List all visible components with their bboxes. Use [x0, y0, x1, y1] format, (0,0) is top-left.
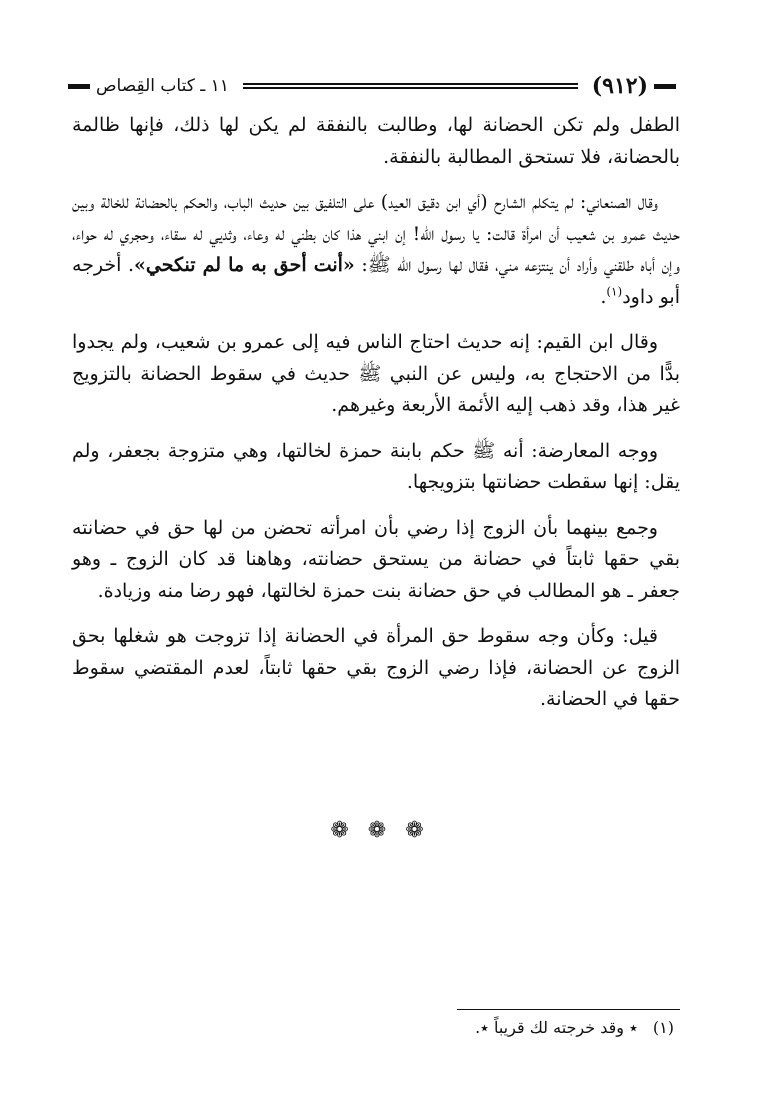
running-title: ١١ ـ كتاب القِصاص: [96, 76, 229, 96]
main-text: [72, 110, 680, 716]
footnote-number: (١): [652, 1018, 674, 1037]
paragraph: [72, 110, 680, 173]
paragraph-text: . أخرجه أبو داود: [72, 254, 680, 308]
paragraph: [72, 187, 680, 313]
section-separator-ornament: ❁ ❁ ❁: [330, 818, 430, 843]
paragraph: وقال ابن القيم: إنه حديث احتاج الناس فيه إلى عمرو بن شعيب، ولم يجدوا بدًّا من الاحتجاج به، وليس عن النبي ﷺ حديث في سقوط الحضانة بالتزويج غير هذا، وقد ذهب إليه الأئمة الأربعة وغيرهم.: [72, 331, 680, 416]
paragraph-line: الطفل ولم تكن الحضانة لها، وطالبت بالنفقة لم يكن لها ذلك، فإنها ظالمة: [72, 114, 680, 136]
footnote: [174, 1016, 674, 1040]
paragraph-text: وقال الصنعاني: لم يتكلم الشارح (أي ابن دقيق العيد) على التلفيق بين حديث الباب، والحكم بالحضانة للخالة وبين حديث عمرو بن شعيب أن امرأة قالت: يا رسول الله! إن ابني هذا كان بطني له وعاء، وثديي له سقاء، وحجري له حواء، وإن أباه طلقني وأراد أن ينتزعه مني، فقال لها رسول الله ﷺ:: [72, 191, 680, 276]
paragraph-line: بالحضانة، فلا تستحق المطالبة بالنفقة.: [383, 145, 680, 168]
paragraph: قيل: وكأن وجه سقوط حق المرأة في الحضانة إذا تزوجت هو شغلها بحق الزوج عن الحضانة، فإذا رضي الزوج بقي حقها ثابتاً، لعدم المقتضي سقوط حقها في الحضانة.: [72, 625, 680, 710]
footnote-divider: [457, 1009, 680, 1010]
footnote-text: ٭ وقد خرجته لك قريباً ٭.: [475, 1018, 638, 1037]
hadith-quote: «أنت أحق به ما لم تنكحي»: [134, 254, 355, 276]
paragraph: وجمع بينهما بأن الزوج إذا رضي بأن امرأته تحضن من لها حق في حضانته بقي حقها ثابتاً في حضانة من يستحق حضانته، وهاهنا قد كان الزوج ـ وهو جعفر ـ هو المطالب في حق حضانة بنت حمزة لخالتها، فهو رضا منه وزيادة.: [72, 516, 680, 602]
page-header: [68, 70, 676, 102]
header-rule-left: [68, 84, 90, 89]
header-rule-right: [654, 84, 676, 89]
page-number: (٩١٢): [591, 73, 648, 99]
footnote-marker: (١): [606, 284, 623, 299]
paragraph: ووجه المعارضة: أنه ﷺ حكم بابنة حمزة لخالتها، وهي متزوجة بجعفر، ولم يقل: إنها سقطت حضانتها بتزويجها.: [72, 439, 680, 493]
header-rule-middle: [243, 83, 578, 89]
paragraph-text: .: [600, 285, 607, 308]
